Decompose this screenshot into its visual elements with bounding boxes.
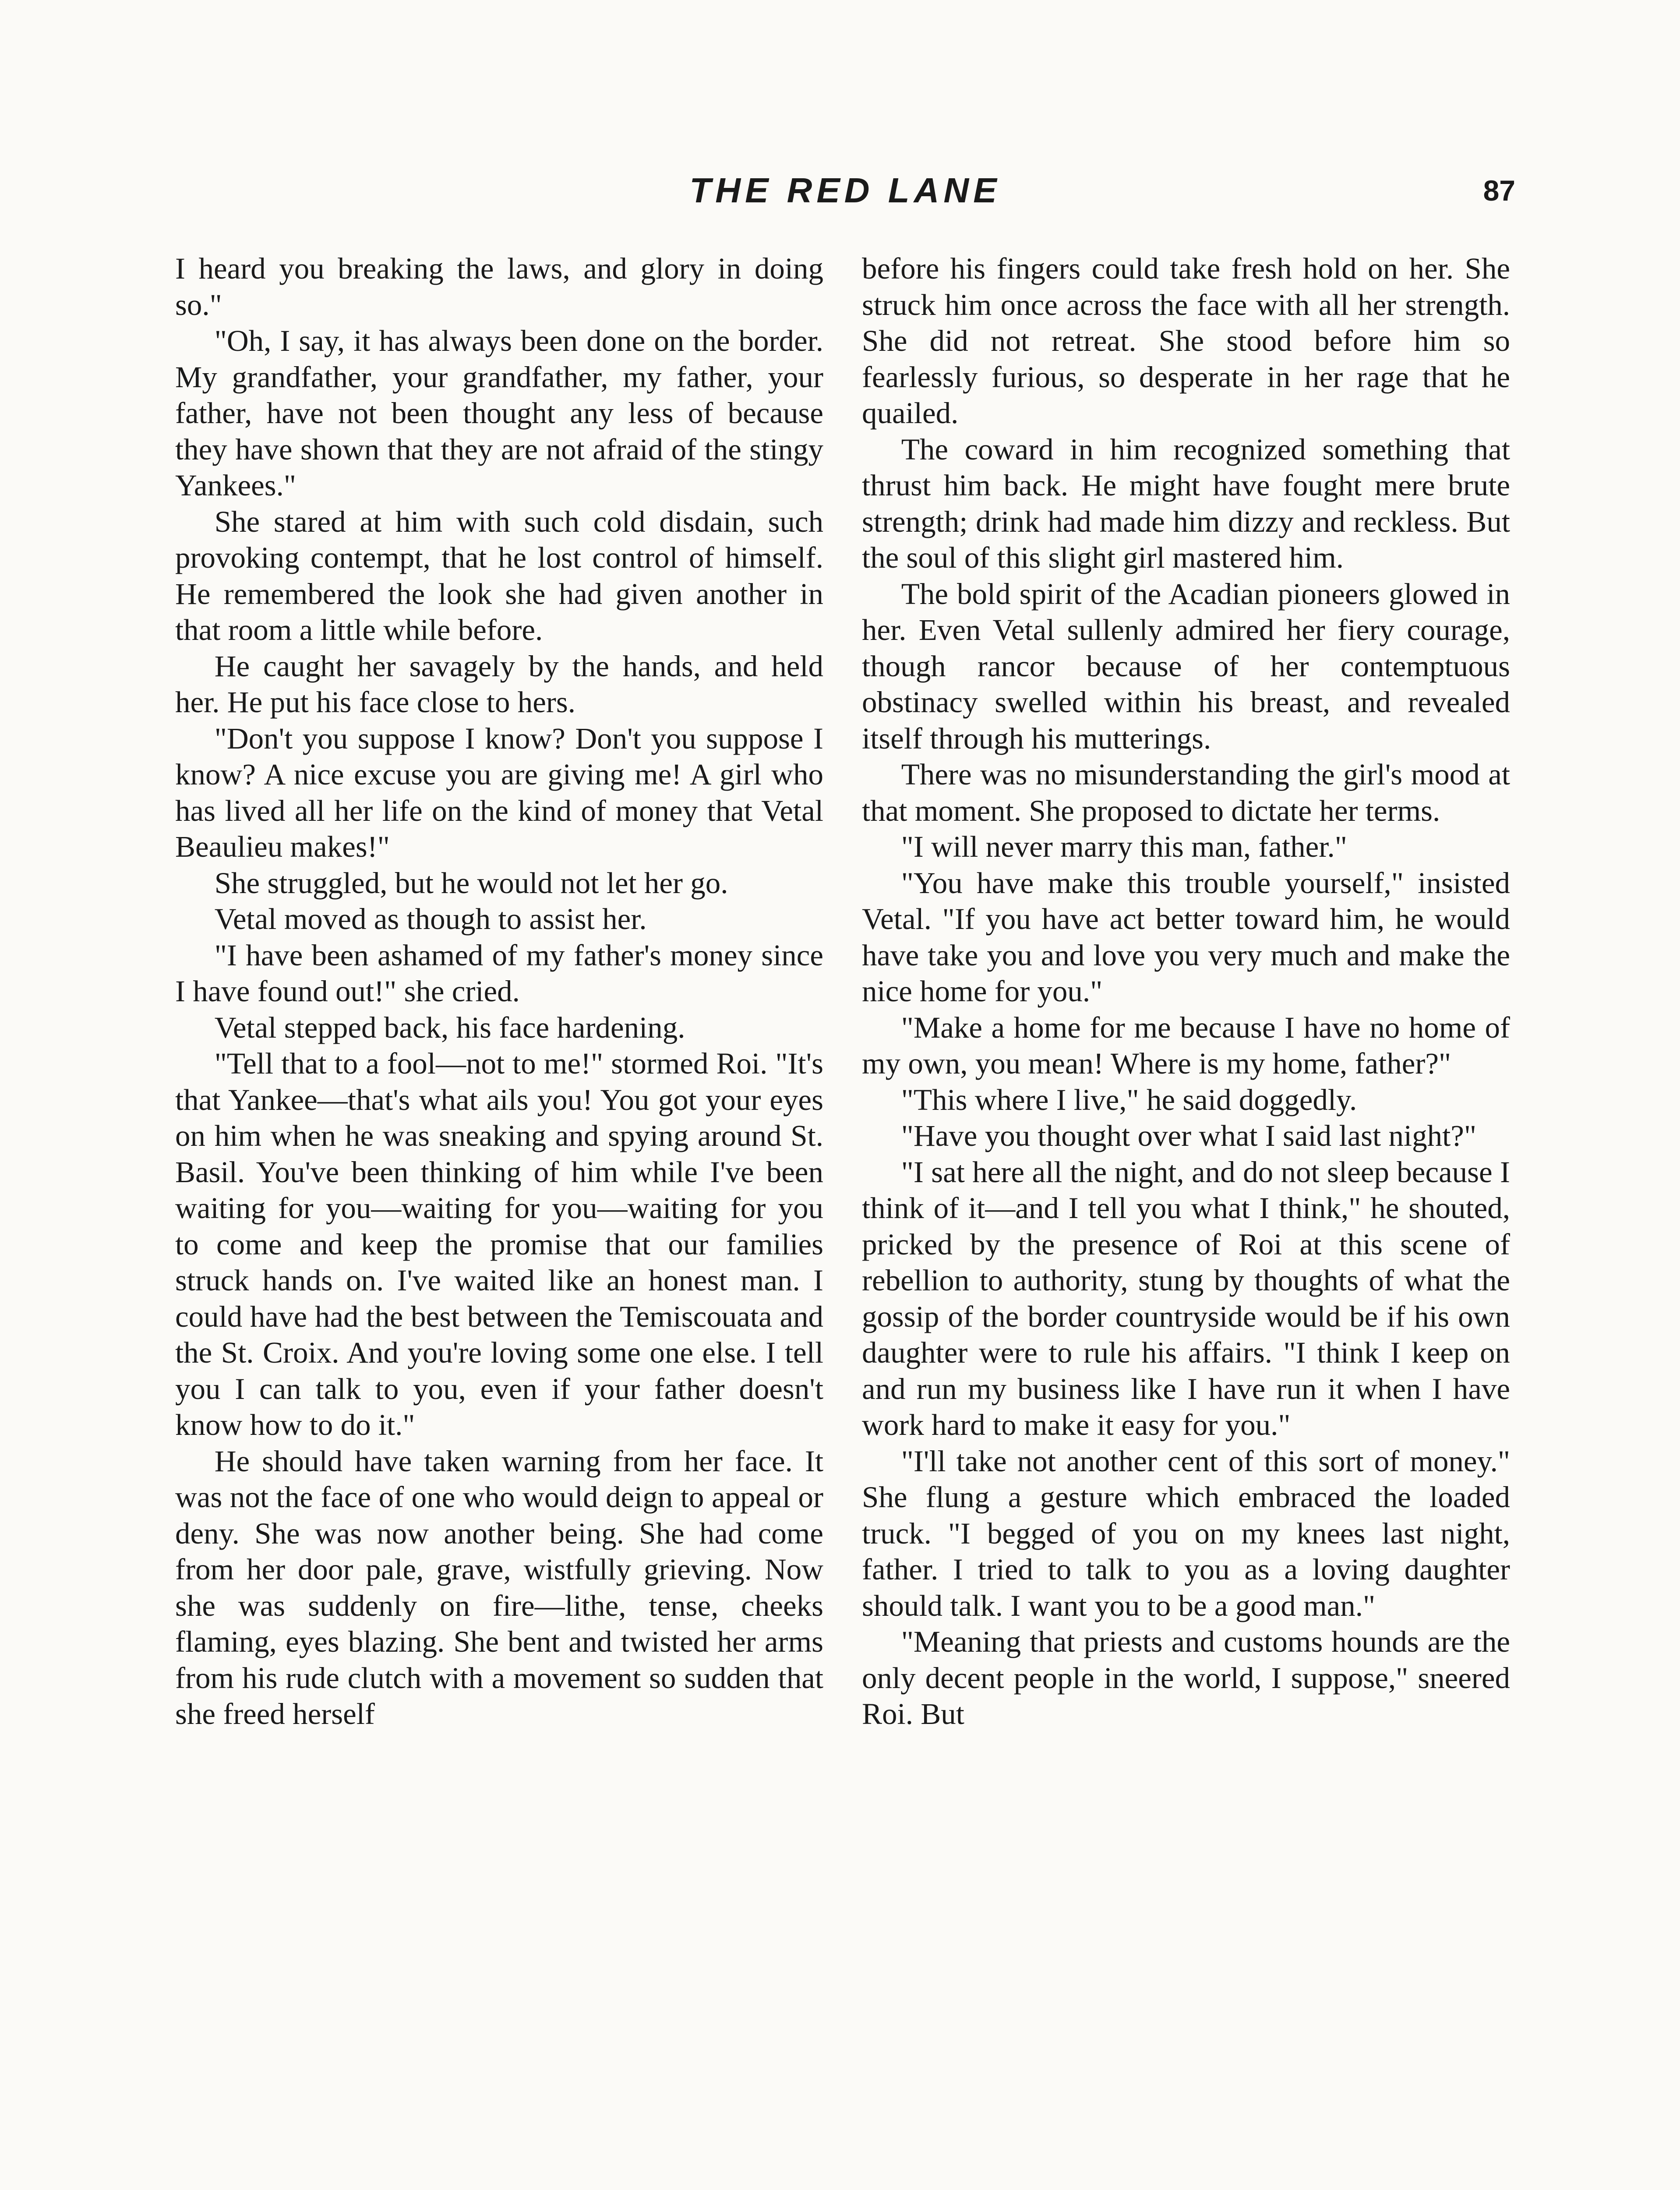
paragraph: "Don't you suppose I know? Don't you suppose I know? A nice excuse you are giving me! A girl who has lived all her life on the kind of money that Vetal Beaulieu makes!" (175, 721, 823, 863)
paragraph: Vetal moved as though to assist her. (214, 902, 647, 936)
page-number: 87 (1483, 174, 1515, 207)
left-column (175, 251, 823, 1732)
paragraph: There was no misunderstanding the girl's mood at that moment. She proposed to dictate her terms. (862, 758, 1510, 827)
paragraph: "I have been ashamed of my father's money since I have found out!" she cried. (175, 938, 823, 1008)
paragraph: I heard you breaking the laws, and glory in doing so." (175, 252, 823, 321)
paragraph: "Tell that to a fool—not to me!" stormed Roi. "It's that Yankee—that's what ails you! You got your eyes on him when he was sneaking and spying around St. Basil. You've been thinking of him while I've been waiting for you—waiting for you—waiting for you to come and keep the promise that our families struck hands on. I've waited like an honest man. I could have had the best between the Temiscouata and the St. Croix. And you're loving some one else. I tell you I can talk to you, even if your father doesn't know how to do it." (175, 1047, 823, 1441)
paragraph: "Meaning that priests and customs hounds are the only decent people in the world, I suppose," sneered Roi. But (862, 1625, 1510, 1731)
paragraph: He should have taken warning from her face. It was not the face of one who would deign to appeal or deny. She was now another being. She had come from her door pale, grave, wistfully grieving. Now she was suddenly on fire—lithe, tense, cheeks flaming, eyes blazing. She bent and twisted her arms from his rude clutch with a movement so sudden that she freed herself (175, 1444, 823, 1731)
right-column (862, 251, 1510, 1732)
paragraph: "Make a home for me because I have no home of my own, you mean! Where is my home, father?" (862, 1010, 1510, 1080)
paragraph: She struggled, but he would not let her go. (214, 866, 728, 900)
paragraph: He caught her savagely by the hands, and held her. He put his face close to hers. (175, 649, 823, 719)
paragraph: "I will never marry this man, father." (901, 830, 1347, 863)
paragraph: Vetal stepped back, his face hardening. (214, 1010, 685, 1044)
paragraph: "I sat here all the night, and do not sleep because I think of it—and I tell you what I think," he shouted, pricked by the presence of Roi at this scene of rebellion to authority, stung by thoughts of what the gossip of the border countryside would be if his own daughter were to rule his affairs. "I think I keep on and run my business like I have run it when I have work hard to make it easy for you." (862, 1155, 1510, 1441)
paragraph: before his fingers could take fresh hold on her. She struck him once across the face with all her strength. She did not retreat. She stood before him so fearlessly furious, so desperate in her rage that he quailed. (862, 252, 1510, 430)
paragraph: "I'll take not another cent of this sort of money." She flung a gesture which embraced the loaded truck. "I begged of you on my knees last night, father. I tried to talk to you as a loving daughter should talk. I want you to be a good man." (862, 1444, 1510, 1622)
paragraph: "Oh, I say, it has always been done on the border. My grandfather, your grandfather, my father, your father, have not been thought any less of because they have shown that they are not afraid of the stingy Yankees." (175, 324, 823, 502)
paragraph: The bold spirit of the Acadian pioneers glowed in her. Even Vetal sullenly admired her fiery courage, though rancor because of her contemptuous obstinacy swelled within his breast, and revealed itself through his mutterings. (862, 577, 1510, 755)
paragraph: "You have make this trouble yourself," insisted Vetal. "If you have act better toward him, he would have take you and love you very much and make the nice home for you." (862, 866, 1510, 1008)
paragraph: The coward in him recognized something that thrust him back. He might have fought mere brute strength; drink had made him dizzy and reckless. But the soul of this slight girl mastered him. (862, 432, 1510, 574)
paragraph: "This where I live," he said doggedly. (901, 1083, 1357, 1116)
paragraph: "Have you thought over what I said last night?" (901, 1119, 1477, 1152)
running-title: THE RED LANE (689, 171, 1001, 210)
paragraph: She stared at him with such cold disdain, such provoking contempt, that he lost control of himself. He remembered the look she had given another in that room a little while before. (175, 505, 823, 646)
page-header (175, 166, 1515, 232)
